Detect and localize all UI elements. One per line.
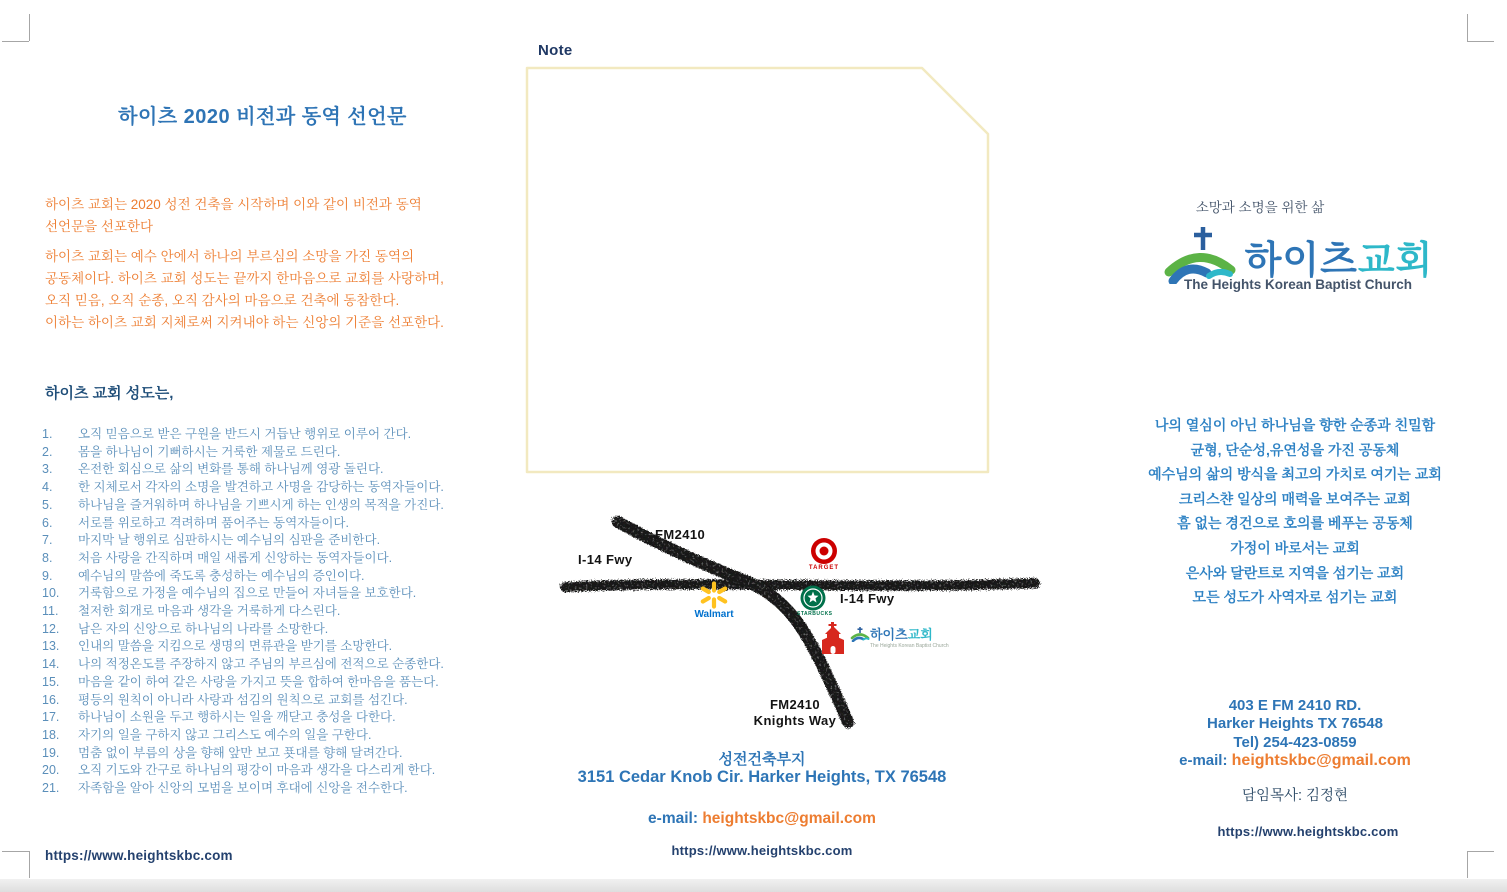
statement-item: [42, 727, 512, 745]
site-address: 3151 Cedar Knob Cir. Harker Heights, TX 76548: [577, 768, 947, 786]
map-church-logo-text-2: 교회: [907, 627, 933, 642]
left-website-link[interactable]: https://www.heightskbc.com: [45, 848, 233, 863]
crop-mark-top-right-v: [1467, 14, 1468, 41]
statement-text: 오직 믿음으로 받은 구원을 반드시 거듭난 행위로 이루어 간다.: [78, 427, 412, 441]
statement-text: 한 지체로서 각자의 소명을 발견하고 사명을 감당하는 동역자들이다.: [78, 480, 444, 495]
walmart-label: Walmart: [694, 609, 734, 620]
statement-item: [42, 479, 512, 497]
statement-number: 7.: [42, 533, 53, 548]
walmart-poi: [683, 581, 745, 620]
vision-statement-line: 흠 없는 경건으로 호의를 베푸는 공동체: [1177, 515, 1413, 532]
intro-paragraph-2: [45, 246, 515, 312]
statement-number: 12.: [42, 621, 60, 636]
paragraph-line: 하이츠 교회는 2020 성전 건축을 시작하며 이와 같이 비전과 동역: [45, 197, 422, 212]
statement-number: 13.: [42, 639, 60, 654]
statement-text: 오직 기도와 간구로 하나님의 평강이 마음과 생각을 다스리게 한다.: [78, 763, 436, 778]
statement-item: [42, 497, 512, 515]
starbucks-icon: [800, 585, 826, 611]
statement-text: 서로를 위로하고 격려하며 품어주는 동역자들이다.: [78, 515, 349, 530]
map-church-logo-text-1: 하이츠: [870, 627, 908, 642]
right-website-link[interactable]: https://www.heightskbc.com: [1217, 824, 1399, 839]
statement-text: 자족함을 알아 신앙의 모범을 보이며 후대에 신앙을 전수한다.: [78, 781, 408, 796]
map-label-i14-left: I-14 Fwy: [578, 552, 633, 567]
statement-number: 9.: [42, 568, 53, 583]
note-box: [523, 64, 993, 476]
statement-number: 15.: [42, 674, 60, 689]
statement-text: 거룩함으로 가정을 예수님의 집으로 만들어 자녀들을 보호한다.: [78, 586, 417, 601]
statement-text: 철저한 회개로 마음과 생각을 거룩하게 다스린다.: [78, 604, 341, 619]
vision-statement-line: 나의 열심이 아닌 하나님을 향한 순종과 친밀함: [1154, 417, 1436, 433]
paragraph-line: 하이츠 교회는 예수 안에서 하나의 부르심의 소망을 가진 동역의: [45, 249, 415, 264]
statement-item: [42, 461, 512, 479]
statement-number: 6.: [42, 515, 53, 530]
church-address-block: [1100, 697, 1490, 771]
vision-statement-list: [1100, 413, 1490, 610]
target-label: TARGET: [808, 565, 840, 571]
statement-item: [42, 585, 512, 603]
church-address-line2: Harker Heights TX 76548: [1207, 715, 1383, 733]
knights-way-line2: Knights Way: [753, 713, 837, 728]
statement-number: 10.: [42, 586, 60, 601]
statement-number: 17.: [42, 710, 60, 725]
middle-email-label: e-mail:: [648, 810, 699, 827]
statement-text: 예수님의 말씀에 죽도록 충성하는 예수님의 증인이다.: [78, 568, 365, 583]
statement-text: 마음을 같이 하여 같은 사랑을 가지고 뜻을 합하여 한마음을 품는다.: [78, 674, 439, 689]
vision-statement-line: 균형, 단순성,유연성을 가진 공동체: [1190, 441, 1400, 458]
statement-item: [42, 426, 512, 444]
crop-mark-bottom-left-h: [2, 851, 29, 852]
statement-text: 멈춤 없이 부름의 상을 향해 앞만 보고 푯대를 향해 달려간다.: [78, 745, 403, 760]
right-email-line: [1100, 752, 1490, 770]
walmart-spark-icon: [699, 581, 729, 609]
statement-number: 20.: [42, 763, 60, 778]
site-name: 성전건축부지: [718, 751, 806, 768]
church-logo-mark: [1163, 224, 1237, 284]
crop-mark-top-left-h: [2, 41, 29, 42]
target-icon: [810, 537, 838, 565]
map-label-knights-way: [735, 697, 855, 729]
vision-statement-line: 예수님의 삶의 방식을 최고의 가치로 여기는 교회: [1148, 466, 1442, 483]
statement-item: [42, 444, 512, 462]
knights-way-line1: FM2410: [769, 697, 821, 712]
statement-number: 11.: [42, 604, 59, 619]
church-phone: Tel) 254-423-0859: [1233, 733, 1357, 751]
statement-number: 5.: [42, 497, 53, 512]
window-bottom-edge: [0, 879, 1507, 892]
church-logo-text-1: 하이츠: [1244, 240, 1358, 282]
statement-number: 3.: [42, 462, 53, 477]
statement-text: 몸을 하나님이 기뻐하시는 거룩한 제물로 드린다.: [78, 444, 341, 459]
starbucks-label: STARBUCKS: [797, 611, 833, 617]
church-address-line1: 403 E FM 2410 RD.: [1228, 697, 1362, 714]
statement-item: [42, 674, 512, 692]
crop-mark-top-left-v: [29, 14, 30, 41]
statement-number: 2.: [42, 444, 53, 459]
statement-list: [42, 426, 512, 798]
statement-number: 1.: [42, 427, 53, 441]
statement-item: [42, 568, 512, 586]
middle-email-line: [560, 810, 964, 828]
vision-statement-line: 모든 성도가 사역자로 섬기는 교회: [1192, 589, 1398, 606]
pastor-name: 담임목사: 김정현: [1241, 788, 1349, 804]
paragraph-line: 오직 믿음, 오직 순종, 오직 감사의 마음으로 건축에 동참한다.: [45, 293, 400, 308]
paragraph-line: 선언문을 선포한다: [45, 219, 154, 234]
middle-website-link[interactable]: https://www.heightskbc.com: [671, 843, 853, 858]
statement-item: [42, 532, 512, 550]
statement-item: [42, 745, 512, 763]
statement-number: 4.: [42, 480, 53, 495]
crop-mark-top-right-h: [1467, 41, 1494, 42]
statement-list-header: 하이츠 교회 성도는,: [45, 385, 174, 402]
church-logo: [1118, 224, 1478, 284]
statement-number: 21.: [42, 781, 60, 796]
statement-item: [42, 692, 512, 710]
paragraph-line: 공동체이다. 하이츠 교회 성도는 끝까지 한마음으로 교회를 사랑하며,: [45, 271, 444, 286]
statement-item: [42, 709, 512, 727]
statement-number: 18.: [42, 727, 60, 742]
statement-item: [42, 515, 512, 533]
target-poi: [804, 537, 844, 571]
vision-statement-line: 은사와 달란트로 지역을 섬기는 교회: [1185, 564, 1405, 581]
vision-statement-line: 가정이 바로서는 교회: [1230, 539, 1360, 556]
statement-item: [42, 550, 512, 568]
intro-paragraph-3: [45, 312, 525, 334]
statement-item: [42, 762, 512, 780]
map-church-logo-mark: [850, 626, 870, 642]
statement-text: 하나님이 소원을 두고 행하시는 일을 깨닫고 충성을 다한다.: [78, 710, 396, 725]
statement-text: 하나님을 즐거워하며 하나님을 기쁘시게 하는 인생의 목적을 가진다.: [78, 497, 444, 512]
church-logo-text-2: 교회: [1357, 240, 1434, 282]
church-logo-english-name: The Heights Korean Baptist Church: [1183, 277, 1413, 292]
statement-item: [42, 638, 512, 656]
statement-text: 남은 자의 신앙으로 하나님의 나라를 소망한다.: [78, 621, 329, 636]
statement-number: 8.: [42, 550, 53, 565]
statement-text: 처음 사랑을 간직하며 매일 새롭게 신앙하는 동역자들이다.: [78, 550, 393, 565]
crop-mark-bottom-right-v: [1467, 851, 1468, 878]
statement-text: 평등의 원칙이 아니라 사랑과 섬김의 원칙으로 교회를 섬긴다.: [78, 692, 408, 707]
statement-number: 16.: [42, 692, 60, 707]
page-title: 하이츠 2020 비전과 동역 선언문: [118, 106, 407, 128]
statement-text: 마지막 날 행위로 심판하시는 예수님의 심판을 준비한다.: [78, 533, 381, 548]
note-label: Note: [538, 42, 573, 59]
intro-paragraph-1: [45, 194, 515, 238]
crop-mark-bottom-right-h: [1467, 851, 1494, 852]
vision-statement-line: 크리스챤 일상의 매력을 보여주는 교회: [1179, 490, 1411, 507]
statement-text: 나의 적정온도를 주장하지 않고 주님의 부르심에 전적으로 순종한다.: [78, 657, 444, 672]
statement-number: 14.: [42, 657, 60, 672]
middle-email-address[interactable]: heightskbc@gmail.com: [702, 810, 876, 827]
church-building-icon: [818, 620, 848, 656]
statement-item: [42, 656, 512, 674]
right-email-address[interactable]: heightskbc@gmail.com: [1231, 752, 1411, 770]
statement-text: 자기의 일을 구하지 않고 그리스도 예수의 일을 구한다.: [78, 727, 372, 742]
statement-item: [42, 621, 512, 639]
statement-number: 19.: [42, 745, 60, 760]
map-label-i14-right: I-14 Fwy: [840, 591, 895, 606]
map-church-logo-subtext: The Heights Korean Baptist Church: [870, 643, 949, 649]
map-label-fm2410: FM2410: [655, 527, 706, 542]
statement-text: 인내의 말씀을 지킴으로 생명의 면류관을 받기를 소망한다.: [78, 639, 393, 654]
statement-item: [42, 780, 512, 798]
paragraph-line: 이하는 하이츠 교회 지체로써 지켜내야 하는 신앙의 기준을 선포한다.: [45, 315, 444, 330]
church-tagline: 소망과 소명을 위한 삶: [1195, 200, 1325, 215]
crop-mark-bottom-left-v: [29, 851, 30, 878]
statement-item: [42, 603, 512, 621]
starbucks-poi: [797, 585, 833, 617]
right-email-label: e-mail:: [1179, 752, 1228, 770]
map-church-logo: [850, 624, 960, 649]
statement-text: 온전한 회심으로 삶의 변화를 통해 하나님께 영광 돌린다.: [78, 462, 384, 477]
